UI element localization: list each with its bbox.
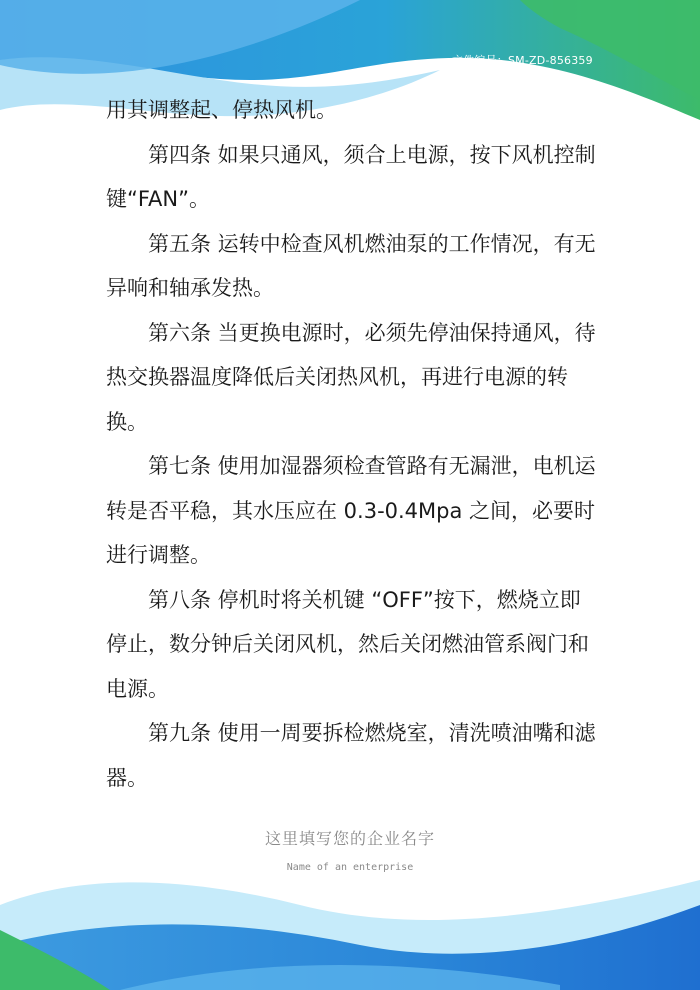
paragraph-article-8: 第八条 停机时将关机键 “OFF”按下，燃烧立即停止，数分钟后关闭风机，然后关闭燃油管系阀门和电源。 — [106, 587, 589, 701]
enterprise-name-english: Name of an enterprise — [286, 862, 414, 873]
paragraph-article-6: 第六条 当更换电源时，必须先停油保持通风，待热交换器温度降低后关闭热风机，再进行电源的转换。 — [106, 320, 596, 434]
document-body — [106, 88, 596, 800]
paragraph-continuation: 用其调整起、停热风机。 — [106, 98, 337, 122]
paragraph-article-7: 第七条 使用加湿器须检查管路有无漏泄，电机运转是否平稳，其水压应在 0.3-0.4Mpa 之间，必要时进行调整。 — [106, 454, 596, 567]
paragraph-article-5: 第五条 运转中检查风机燃油泵的工作情况，有无异响和轴承发热。 — [106, 231, 596, 300]
document-number: 文件编号：SM-ZD-856359 — [452, 54, 593, 67]
enterprise-name: 这里填写您的企业名字 — [264, 829, 435, 848]
paragraph-article-4: 第四条 如果只通风，须合上电源，按下风机控制键“FAN”。 — [106, 142, 596, 211]
paragraph-article-9: 第九条 使用一周要拆检燃烧室，清洗喷油嘴和滤器。 — [106, 721, 596, 790]
